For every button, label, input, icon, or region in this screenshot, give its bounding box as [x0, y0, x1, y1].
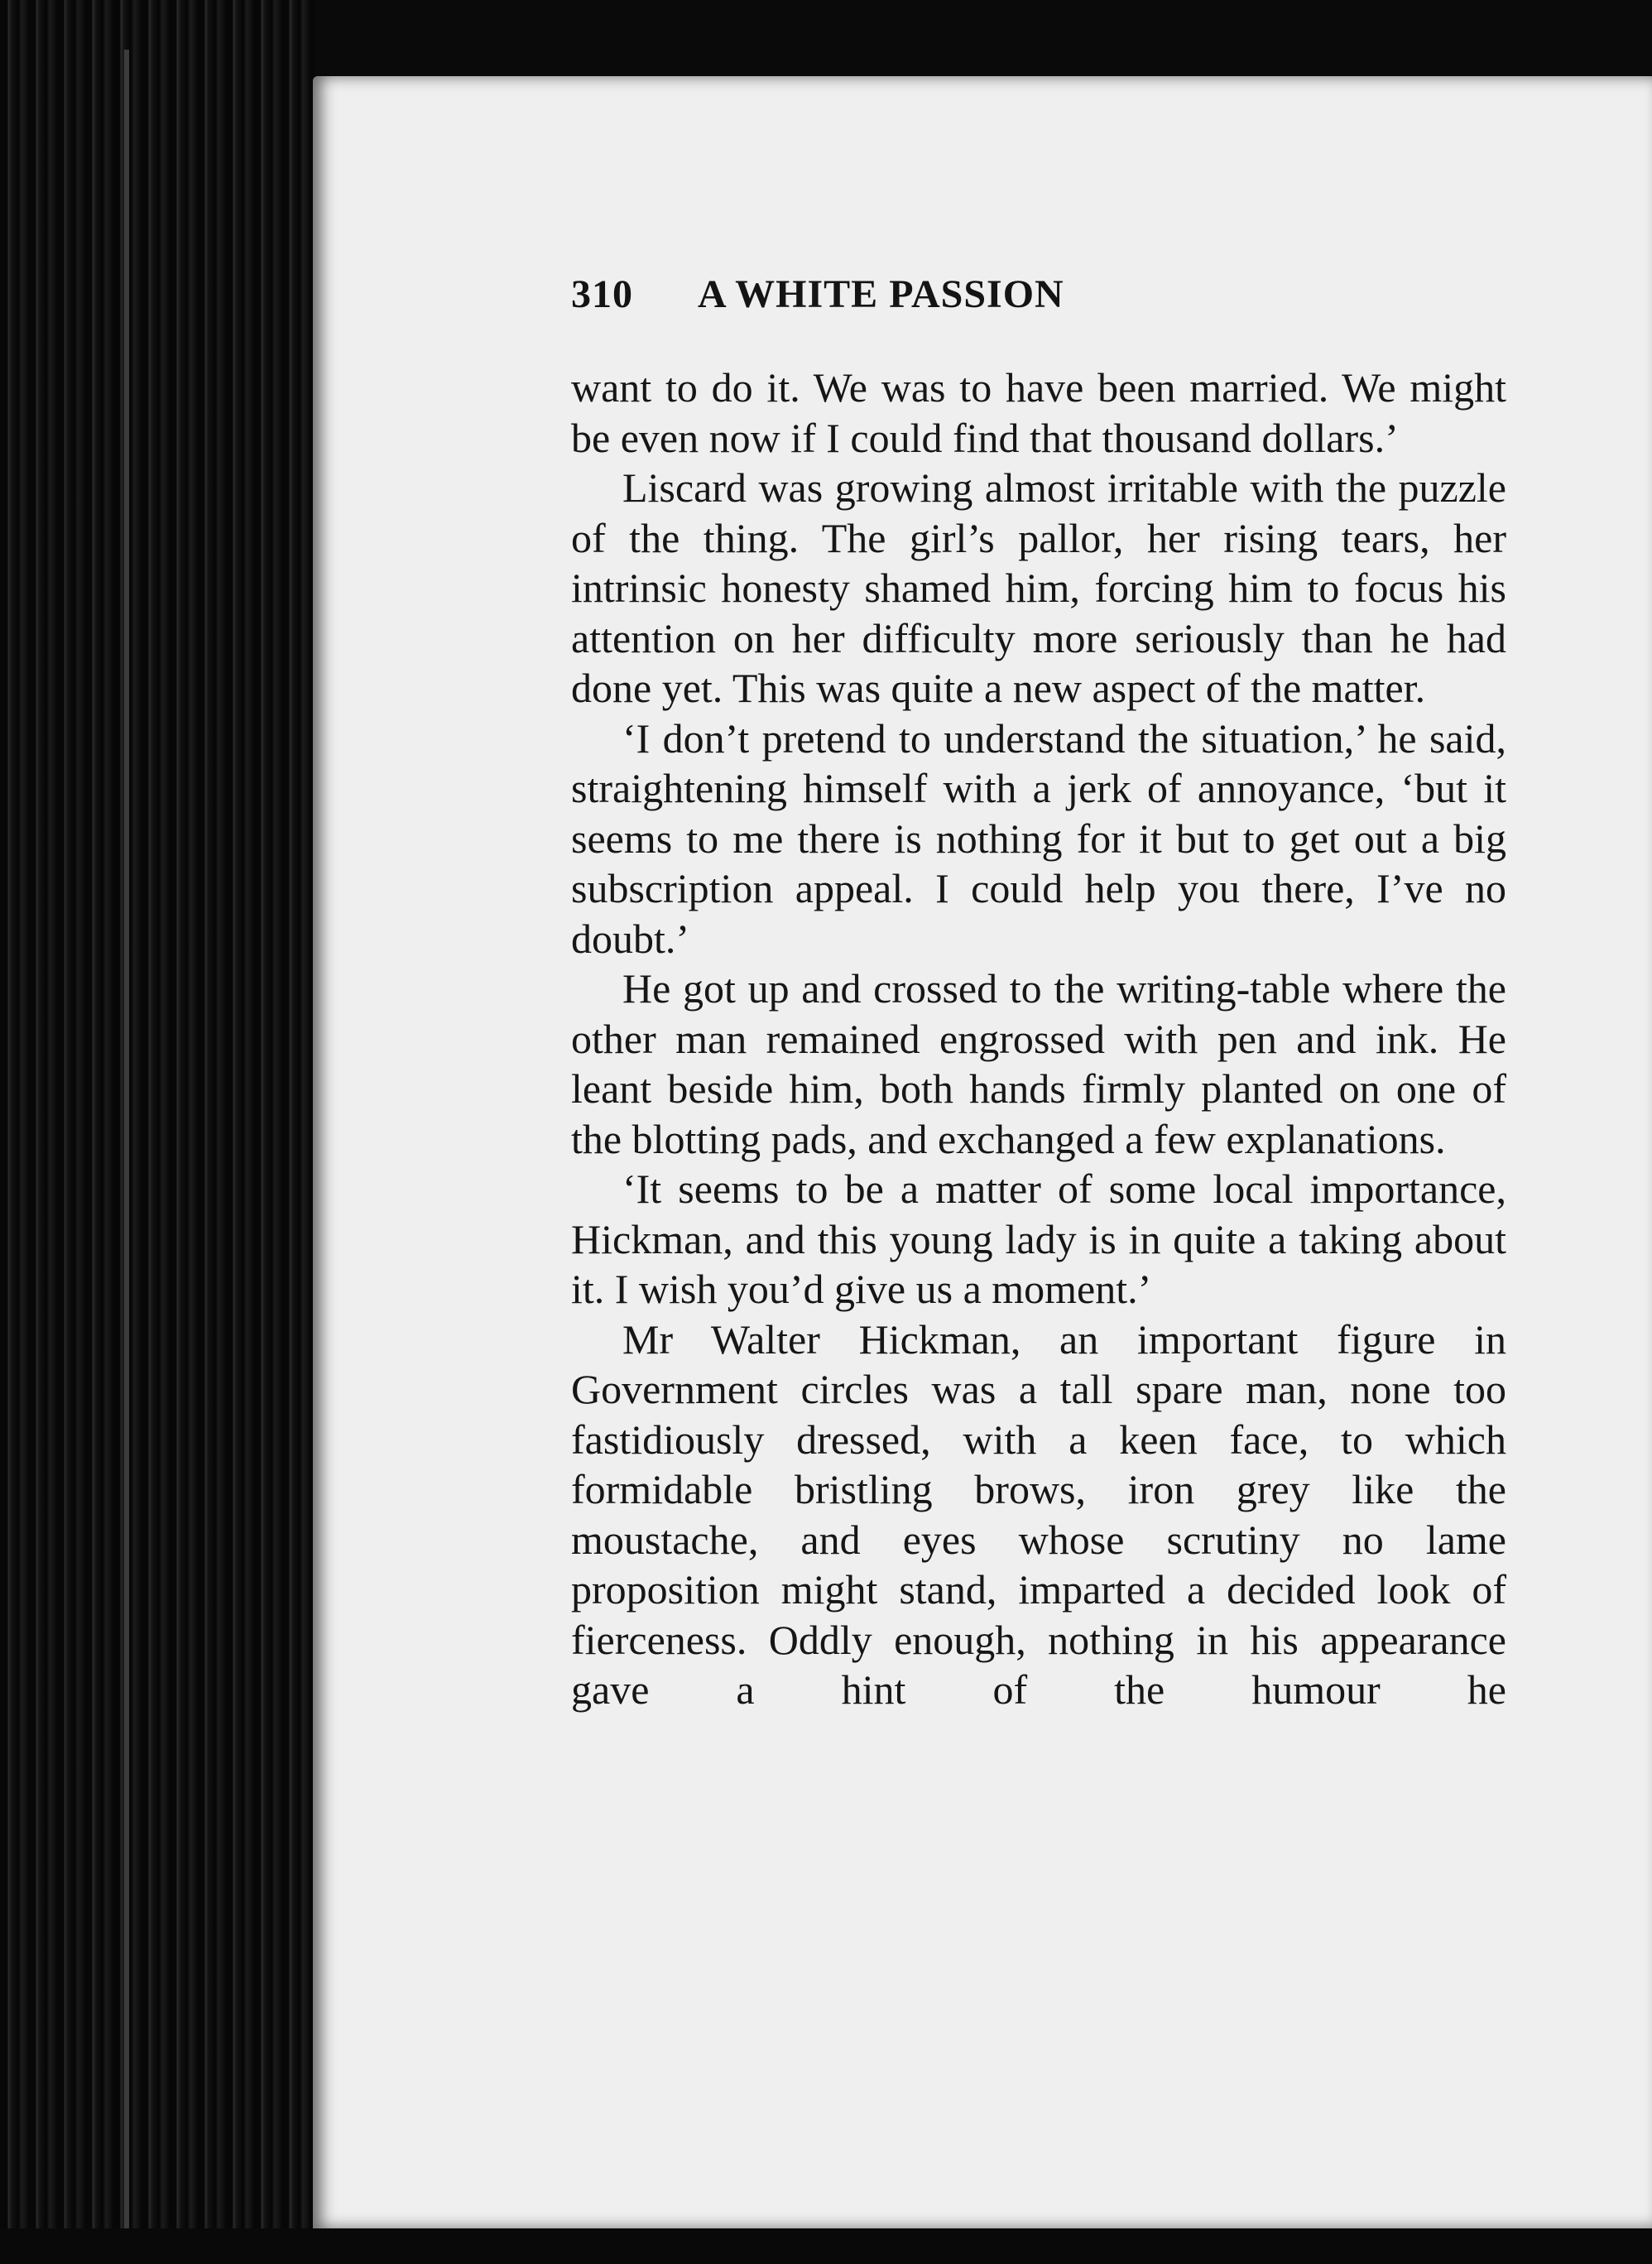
running-title: A WHITE PASSION: [698, 272, 1064, 316]
book-spine: [0, 0, 315, 2264]
paragraph-6: Mr Walter Hickman, an important figure in Government circles was a tall spare man, none too fastidiously dressed, with a keen face, to which formidable bristling brows, iron grey like the moustache, and eyes whose scrutiny no lame proposition might stand, imparted a decided look of fierceness. Oddly enough, nothing in his appearance gave a hint of the humour he: [571, 1315, 1506, 1713]
spine-edge-line: [124, 50, 129, 2235]
paragraph-3: ‘I don’t pretend to understand the situation,’ he said, straightening himself with a jerk of annoyance, ‘but it seems to me there is nothing for it but to get out a big subscription appeal. I could help you there, I’ve no doubt.’: [571, 714, 1506, 962]
paragraph-5: ‘It seems to be a matter of some local importance, Hickman, and this young lady is in quite a taking about it. I wish you’d give us a moment.’: [571, 1166, 1506, 1312]
scan-bottom-border: [0, 2228, 1652, 2264]
paragraph-2: Liscard was growing almost irritable with the puzzle of the thing. The girl’s pallor, her rising tears, her intrinsic honesty shamed him, forcing him to focus his attention on her difficulty more seriously than he had done yet. This was quite a new aspect of the matter.: [571, 464, 1506, 711]
body-text: [571, 363, 1506, 1715]
paragraph-4: He got up and crossed to the writing-table where the other man remained engrossed with pen and ink. He leant beside him, both hands firmly planted on one of the blotting pads, and exchanged a few explanations.: [571, 965, 1506, 1162]
running-header: [571, 272, 1506, 317]
paragraph-1: want to do it. We was to have been married. We might be even now if I could find that thousand dollars.’: [571, 364, 1506, 461]
page-number: 310: [571, 272, 633, 316]
